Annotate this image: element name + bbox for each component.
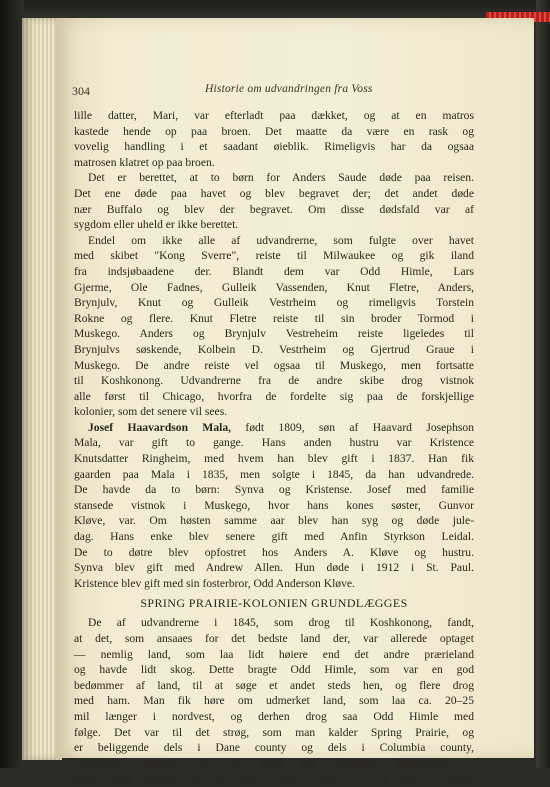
line-text: sygdom eller uheld er ikke berettet.	[74, 218, 239, 232]
text-line	[74, 139, 474, 155]
text-line	[74, 631, 474, 647]
text-line	[74, 170, 474, 186]
body-paragraphs-after-heading	[74, 615, 474, 787]
body-paragraphs	[74, 108, 474, 591]
text-line	[74, 513, 474, 529]
line-text: Gjerme, Ole Fadnes, Gulleik Vassenden, Knut Fletre, Anders,	[74, 280, 474, 294]
line-text: gaarden paa Mala i 1835, men solgte i 1845, da han udvandrede.	[74, 467, 474, 481]
text-line	[74, 740, 474, 756]
text-line	[74, 467, 474, 483]
line-text: Det ene døde paa havet og blev begravet der; det andet døde	[74, 186, 474, 200]
text-line	[74, 647, 474, 663]
page-body	[74, 108, 474, 787]
text-line	[74, 756, 474, 772]
line-text: født 1809, søn af Haavard Josephson	[231, 420, 474, 434]
line-text: Kristence blev gift med sin fosterbror, Odd Anderson Kløve.	[74, 576, 355, 590]
text-line	[74, 217, 474, 233]
text-line	[74, 264, 474, 280]
text-line	[74, 233, 474, 249]
text-line	[74, 311, 474, 327]
line-text: at det, som ansaaes for det bedste land der, var allerede optaget	[74, 632, 474, 645]
text-line	[74, 451, 474, 467]
text-line	[74, 295, 474, 311]
line-text: mil længer i nordvest, og derhen drog saa Odd Himle med	[74, 709, 474, 723]
text-line	[74, 420, 474, 436]
line-text: med skibet "Kong Sverre", reiste til Milwaukee og gik iland	[74, 249, 474, 263]
text-line	[74, 576, 474, 592]
line-text: Mala, var gift to gange. Hans anden hustru var Kristence	[74, 436, 474, 450]
text-line	[74, 358, 474, 374]
line-text: med ham. Man fik høre om udmerket land, som laa ca. 20–25	[74, 694, 474, 708]
text-line	[74, 771, 474, 787]
text-line	[74, 709, 474, 725]
line-text: er beliggende dels i Dane county og dels i Columbia county,	[74, 741, 474, 755]
text-line	[74, 482, 474, 498]
text-line	[74, 662, 474, 678]
line-text: Kløve, var. Om høsten samme aar blev han syg og døde jule-	[74, 514, 474, 528]
line-text: Brynjulvs søskende, Kolbein D. Vestrheim og Gjertrud Graue i	[74, 342, 474, 356]
text-line	[74, 435, 474, 451]
line-text: Synva blev gift med Andrew Allen. Hun døde i 1912 i St. Paul.	[74, 561, 474, 575]
line-text: Wisconsin, omtrent 18 mil nord for Madison. Midtpunktet i	[74, 756, 474, 770]
line-text: Muskego. De andre reiste vel ogsaa til Muskego, men fortsatte	[74, 358, 474, 372]
text-line	[74, 693, 474, 709]
line-text: alle først til Chicago, hvorfra de fordelte sig paa de forskjellige	[74, 389, 474, 403]
text-line	[74, 342, 474, 358]
text-line	[74, 373, 474, 389]
line-text: dette strøg ansees for at være Leeds Center — et sted i Leeds	[74, 772, 474, 786]
text-line	[74, 280, 474, 296]
line-text: kolonier, som det senere vil sees.	[74, 405, 228, 419]
text-line	[74, 615, 474, 631]
text-line	[74, 186, 474, 202]
line-text: bedømmer af land, til at søge et andet steds hen, og flere drog	[74, 678, 474, 692]
line-text: og havde lidt skog. Dette bragte Odd Himle, som var en god	[74, 663, 474, 677]
text-line	[74, 248, 474, 264]
line-text: stansede vistnok i Muskego, hvor hans kones søster, Gunvor	[74, 498, 474, 512]
line-text: Muskego. Anders og Brynjulv Vestreheim reiste ligeledes til	[74, 327, 474, 341]
book-cover-right	[536, 0, 550, 768]
line-text: lille datter, Mari, var efterladt paa dækket, og at en matros	[74, 109, 474, 122]
line-text: vovelig handling i et saadant øieblik. Rimeligvis har da ogsaa	[74, 140, 474, 154]
line-text: dag. Hans enke blev senere gift med Anfin Styrkson Leidal.	[74, 530, 474, 544]
book-cover-left	[0, 0, 24, 768]
text-line	[74, 545, 474, 561]
line-text: til Koshkonong. Udvandrerne fra de andre skibe drog vistnok	[74, 374, 474, 388]
line-text: De to døtre blev opfostret hos Anders A. Kløve og hustru.	[74, 545, 474, 559]
text-line	[74, 678, 474, 694]
text-line	[74, 124, 474, 140]
text-line	[74, 529, 474, 545]
line-text: kastede hende op paa broen. Det maatte da være en rask og	[74, 124, 474, 138]
line-text: Rokne og flere. Knut Fletre reiste til sin broder Tormod i	[74, 311, 474, 325]
line-text: matrosen klatret op paa broen.	[74, 155, 215, 169]
line-text: følge. Det var til det strøg, som man kalder Spring Prairie, og	[74, 725, 474, 739]
text-line	[74, 326, 474, 342]
text-line	[74, 560, 474, 576]
line-text: nær Buffalo og blev der begravet. Om disse dødsfald var af	[74, 202, 474, 216]
running-head: Historie om udvandringen fra Voss	[205, 83, 373, 95]
line-text: fra indsjøbaadene der. Blandt dem var Odd Himle, Lars	[74, 264, 474, 278]
text-line	[74, 389, 474, 405]
bold-name: Josef Haavardson Mala,	[88, 420, 232, 434]
text-line	[74, 725, 474, 741]
text-line	[74, 202, 474, 218]
line-text: Knutsdatter Ringheim, med hvem han blev gift i 1837. Han fik	[74, 452, 474, 466]
text-line	[74, 498, 474, 514]
text-line	[74, 108, 474, 124]
line-text: Det er berettet, at to børn for Anders Saude døde paa reisen.	[88, 171, 474, 185]
section-heading: SPRING PRAIRIE-KOLONIEN GRUNDLÆGGES	[140, 596, 408, 611]
text-line	[74, 155, 474, 171]
line-text: De havde da to børn: Synva og Kristense. Josef med familie	[74, 483, 474, 497]
line-text: — nemlig land, som laa lidt høiere end det andre prærieland	[74, 647, 474, 661]
line-text: Brynjulv, Knut og Gulleik Vestrheim og rimeligvis Torstein	[74, 296, 474, 310]
text-line	[74, 404, 474, 420]
page-number: 304	[72, 84, 90, 98]
line-text: De af udvandrerne i 1845, som drog til Koshkonong, fandt,	[88, 616, 474, 630]
line-text: Endel om ikke alle af udvandrerne, som fulgte over havet	[88, 233, 474, 247]
